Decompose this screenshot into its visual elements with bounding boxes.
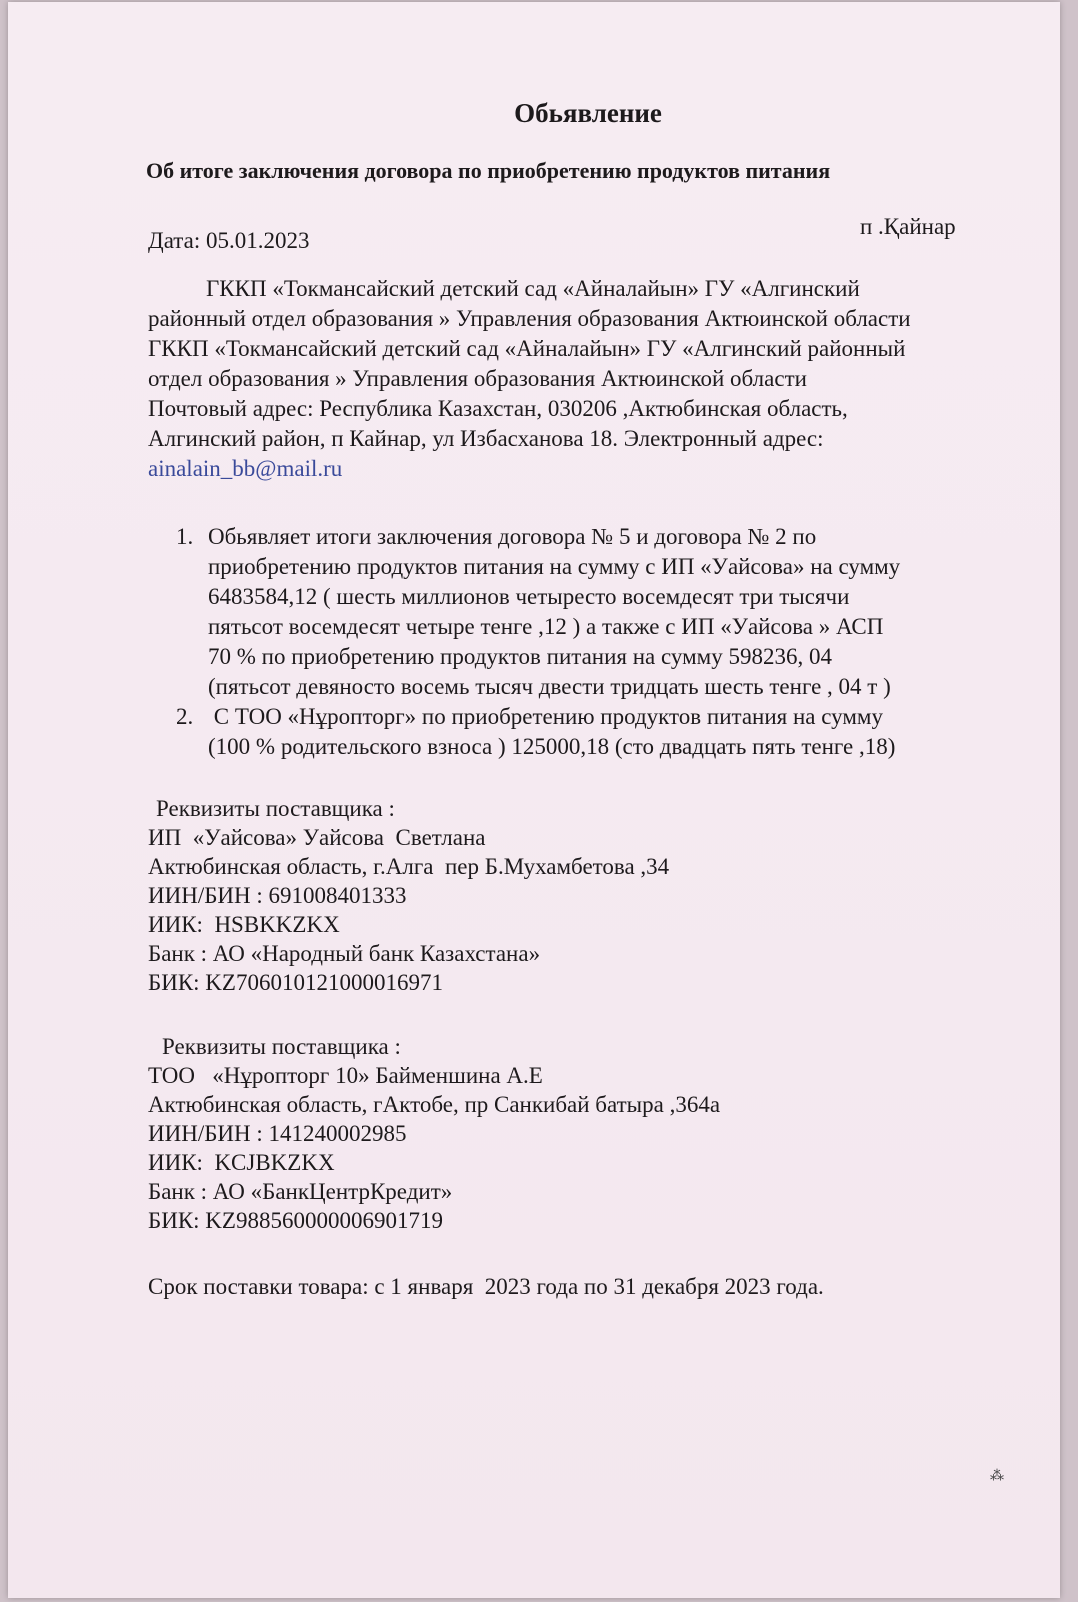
list-item-line: (пятьсот девяносто восемь тысяч двести тридцать шесть тенге , 04 т ) — [208, 674, 891, 699]
org-line: ГККП «Токмансайский детский сад «Айналайын» ГУ «Алгинский — [206, 276, 860, 301]
document-place: п .Қайнар — [860, 214, 956, 239]
organization-block — [148, 274, 1048, 484]
email-link[interactable]: ainalain_bb@mail.ru — [148, 456, 343, 481]
supplier-line: ИИК: KCJBKZKX — [148, 1150, 335, 1175]
supplier-line: ИИН/БИН : 141240002985 — [148, 1121, 407, 1146]
list-item-line: С ТОО «Нұропторг» по приобретению продуктов питания на сумму — [208, 704, 883, 729]
org-line: Алгинский район, п Кайнар, ул Избасханова 18. Электронный адрес: — [148, 426, 824, 451]
list-item-line: (100 % родительского взноса ) 125000,18 (сто двадцать пять тенге ,18) — [208, 734, 896, 759]
list-item-line: 70 % по приобретению продуктов питания на сумму 598236, 04 — [208, 644, 832, 669]
supplier-line: БИК: KZ988560000006901719 — [148, 1208, 443, 1233]
supplier-line: Актюбинская область, г.Алга пер Б.Мухамбетова ,34 — [148, 854, 670, 879]
supplier-requisites-2 — [148, 1032, 1048, 1235]
supplier-line: ИИН/БИН : 691008401333 — [148, 883, 407, 908]
list-item-line: пятьсот восемдесят четыре тенге ,12 ) а также с ИП «Уайсова » АСП — [208, 614, 884, 639]
list-item — [148, 702, 1048, 762]
supplier-line: ИИК: HSBKKZKX — [148, 912, 340, 937]
supplier-line: Банк : АО «Народный банк Казахстана» — [148, 941, 541, 966]
delivery-deadline: Срок поставки товара: с 1 января 2023 года по 31 декабря 2023 года. — [148, 1274, 824, 1299]
document-date: Дата: 05.01.2023 — [148, 228, 310, 253]
paper-speck-mark: ⁂ — [990, 1469, 1004, 1484]
org-line: отдел образования » Управления образования Актюинской области — [148, 366, 807, 391]
supplier-line: ИП «Уайсова» Уайсова Светлана — [148, 825, 486, 850]
supplier-line: Актюбинская область, гАктобе, пр Санкибай батыра ,364а — [148, 1092, 721, 1117]
supplier-requisites-1 — [148, 794, 1048, 997]
announcement-list — [148, 522, 1048, 762]
org-line: районный отдел образования » Управления образования Актюинской области — [148, 306, 911, 331]
org-line: ГККП «Токмансайский детский сад «Айналайын» ГУ «Алгинский районный — [148, 336, 906, 361]
list-item-number: 2. — [176, 704, 194, 729]
org-line: Почтовый адрес: Республика Казахстан, 030206 ,Актюбинская область, — [148, 396, 848, 421]
supplier-heading: Реквизиты поставщика : — [156, 796, 395, 821]
list-item-line: Обьявляет итоги заключения договора № 5 и договора № 2 по — [208, 524, 817, 549]
supplier-line: БИК: KZ706010121000016971 — [148, 970, 443, 995]
document-title: Обьявление — [514, 98, 662, 128]
supplier-line: ТОО «Нұропторг 10» Байменшина А.Е — [148, 1063, 543, 1088]
supplier-line: Банк : АО «БанкЦентрКредит» — [148, 1179, 453, 1204]
list-item-number: 1. — [176, 524, 194, 549]
supplier-heading: Реквизиты поставщика : — [162, 1034, 401, 1059]
document-subtitle: Об итоге заключения договора по приобретению продуктов питания — [146, 158, 831, 183]
document-page — [8, 2, 1060, 1598]
list-item — [148, 522, 1048, 702]
list-item-line: 6483584,12 ( шесть миллионов четыресто восемдесят три тысячи — [208, 584, 850, 609]
list-item-line: приобретению продуктов питания на сумму с ИП «Уайсова» на сумму — [208, 554, 901, 579]
